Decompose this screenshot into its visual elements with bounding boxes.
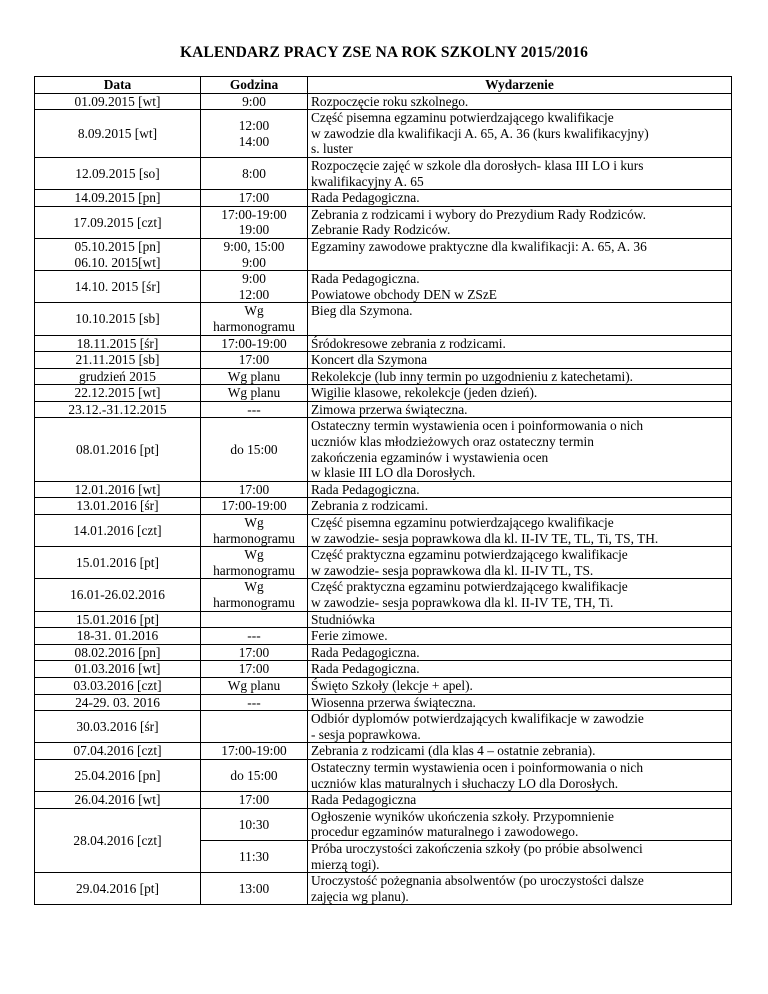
table-row bbox=[35, 792, 732, 809]
event-line: Ostateczny termin wystawienia ocen i poinformowania o nich bbox=[311, 418, 644, 434]
cell-date bbox=[35, 677, 201, 694]
table-row bbox=[35, 481, 732, 498]
time-line: 9:00 bbox=[242, 271, 266, 287]
event-line: Powiatowe obchody DEN w ZSzE bbox=[311, 286, 497, 302]
time-line: 19:00 bbox=[238, 222, 270, 238]
cell-event bbox=[308, 303, 732, 335]
event-line: Rada Pedagogiczna. bbox=[311, 644, 420, 660]
cell-event bbox=[308, 579, 732, 611]
cell-event bbox=[308, 661, 732, 678]
table-row bbox=[35, 238, 732, 270]
cell-date bbox=[35, 711, 201, 743]
table-row bbox=[35, 418, 732, 481]
time-line: 17:00 bbox=[238, 190, 270, 206]
cell-date bbox=[35, 611, 201, 628]
event-line: zakończenia egzaminów i wystawienia ocen bbox=[311, 449, 549, 465]
event-line: w zawodzie- sesja poprawkowa dla kl. II-IV TE, TH, Ti. bbox=[311, 595, 614, 610]
cell-date bbox=[35, 694, 201, 711]
cell-time bbox=[201, 385, 308, 402]
date-line: grudzień 2015 bbox=[79, 368, 156, 384]
date-line: 07.04.2016 [czt] bbox=[73, 743, 162, 759]
date-line: 05.10.2015 [pn] bbox=[74, 238, 161, 254]
event-line: mierzą togi). bbox=[311, 856, 380, 872]
cell-date bbox=[35, 579, 201, 611]
table-row bbox=[35, 628, 732, 645]
event-line: w zawodzie- sesja poprawkowa dla kl. II-IV TE, TL, Ti, TS, TH. bbox=[311, 530, 659, 546]
header-time: Godzina bbox=[201, 77, 308, 94]
event-line: Rada Pedagogiczna. bbox=[311, 661, 420, 677]
event-line: uczniów klas maturalnych i słuchaczy LO dla Dorosłych. bbox=[311, 775, 619, 791]
cell-event bbox=[308, 644, 732, 661]
event-line: w zawodzie dla kwalifikacji A. 65, A. 36 (kurs kwalifikacyjny) bbox=[311, 125, 649, 141]
cell-event bbox=[308, 628, 732, 645]
cell-date bbox=[35, 873, 201, 905]
cell-time bbox=[201, 110, 308, 158]
event-line: Część pisemna egzaminu potwierdzającego kwalifikacje bbox=[311, 515, 614, 531]
cell-event bbox=[308, 711, 732, 743]
event-line: kwalifikacyjny A. 65 bbox=[311, 173, 424, 189]
table-row bbox=[35, 368, 732, 385]
time-line: 8:00 bbox=[242, 165, 266, 181]
event-line: Koncert dla Szymona bbox=[311, 352, 428, 368]
cell-time bbox=[201, 157, 308, 189]
cell-date bbox=[35, 792, 201, 809]
date-line: 26.04.2016 [wt] bbox=[74, 792, 161, 808]
cell-date bbox=[35, 335, 201, 352]
event-line: Rozpoczęcie zajęć w szkole dla dorosłych- klasa III LO i kurs bbox=[311, 157, 644, 173]
event-line: Rekolekcje (lub inny termin po uzgodnieniu z katechetami). bbox=[311, 368, 634, 384]
date-line: 22.12.2015 [wt] bbox=[74, 385, 161, 401]
cell-date bbox=[35, 401, 201, 418]
date-line: 14.10. 2015 [śr] bbox=[74, 278, 161, 294]
cell-event bbox=[308, 271, 732, 303]
event-line: Ferie zimowe. bbox=[311, 628, 388, 644]
cell-event bbox=[308, 385, 732, 402]
event-line: zajęcia wg planu). bbox=[311, 888, 409, 904]
cell-date bbox=[35, 644, 201, 661]
time-line: 17:00-19:00 bbox=[221, 206, 287, 222]
cell-event bbox=[308, 368, 732, 385]
time-line: 9:00 bbox=[242, 93, 266, 109]
time-line: harmonogramu bbox=[213, 562, 295, 578]
time-line bbox=[204, 612, 304, 628]
cell-date bbox=[35, 759, 201, 791]
cell-time bbox=[201, 743, 308, 760]
date-line: 15.01.2016 [pt] bbox=[76, 611, 159, 627]
table-row bbox=[35, 498, 732, 515]
table-row bbox=[35, 759, 732, 791]
cell-time bbox=[201, 206, 308, 238]
table-row bbox=[35, 271, 732, 303]
time-line: Wg bbox=[244, 303, 264, 319]
event-line: Wigilie klasowe, rekolekcje (jeden dzień). bbox=[311, 385, 538, 401]
date-line: 25.04.2016 [pn] bbox=[74, 767, 161, 783]
date-line: 16.01-26.02.2016 bbox=[70, 587, 165, 603]
table-row bbox=[35, 110, 732, 158]
cell-date bbox=[35, 498, 201, 515]
cell-time bbox=[201, 873, 308, 905]
cell-event bbox=[308, 110, 732, 158]
time-line: Wg bbox=[244, 579, 264, 595]
date-line: 01.09.2015 [wt] bbox=[74, 93, 161, 109]
cell-event bbox=[308, 93, 732, 110]
cell-time bbox=[201, 352, 308, 369]
cell-time bbox=[201, 694, 308, 711]
date-line: 08.01.2016 [pt] bbox=[76, 441, 159, 457]
cell-date bbox=[35, 547, 201, 579]
time-line: 17:00 bbox=[238, 661, 270, 677]
cell-date bbox=[35, 303, 201, 335]
cell-date bbox=[35, 481, 201, 498]
cell-time bbox=[201, 628, 308, 645]
cell-time bbox=[201, 611, 308, 628]
date-line: 12.01.2016 [wt] bbox=[74, 481, 161, 497]
time-line: --- bbox=[247, 401, 261, 417]
cell-date bbox=[35, 93, 201, 110]
time-line: 17:00 bbox=[238, 481, 270, 497]
cell-time bbox=[201, 481, 308, 498]
time-line: harmonogramu bbox=[213, 530, 295, 546]
time-line: 17:00 bbox=[238, 792, 270, 808]
table-row bbox=[35, 661, 732, 678]
event-line: Studniówka bbox=[311, 611, 375, 627]
cell-time bbox=[201, 661, 308, 678]
time-line: harmonogramu bbox=[213, 595, 295, 610]
event-line: Odbiór dyplomów potwierdzających kwalifikacje w zawodzie bbox=[311, 711, 644, 727]
event-line: Zebranie Rady Rodziców. bbox=[311, 222, 451, 238]
cell-event bbox=[308, 808, 732, 840]
event-line: Część pisemna egzaminu potwierdzającego kwalifikacje bbox=[311, 110, 614, 126]
cell-time bbox=[201, 418, 308, 481]
cell-event bbox=[308, 418, 732, 481]
calendar-body bbox=[35, 93, 732, 905]
event-line: - sesja poprawkowa. bbox=[311, 726, 421, 742]
cell-event bbox=[308, 352, 732, 369]
event-line: Rozpoczęcie roku szkolnego. bbox=[311, 93, 469, 109]
table-row bbox=[35, 694, 732, 711]
event-line: Rada Pedagogiczna. bbox=[311, 190, 420, 206]
table-row bbox=[35, 157, 732, 189]
date-line: 8.09.2015 [wt] bbox=[77, 125, 158, 141]
cell-event bbox=[308, 206, 732, 238]
cell-date bbox=[35, 238, 201, 270]
cell-time bbox=[201, 303, 308, 335]
date-line: 10.10.2015 [sb] bbox=[75, 311, 160, 327]
time-line: 14:00 bbox=[238, 133, 270, 149]
time-line: 12:00 bbox=[238, 117, 270, 133]
time-line: 9:00, 15:00 bbox=[223, 238, 285, 254]
cell-time bbox=[201, 759, 308, 791]
cell-date bbox=[35, 515, 201, 547]
cell-event bbox=[308, 157, 732, 189]
cell-event bbox=[308, 190, 732, 207]
table-header-row bbox=[35, 77, 732, 94]
table-row bbox=[35, 677, 732, 694]
time-line bbox=[204, 719, 304, 735]
cell-date bbox=[35, 352, 201, 369]
time-line: 17:00 bbox=[238, 352, 270, 368]
table-row bbox=[35, 401, 732, 418]
time-line: 17:00-19:00 bbox=[221, 743, 287, 759]
cell-event bbox=[308, 792, 732, 809]
cell-time bbox=[201, 93, 308, 110]
date-line: 30.03.2016 [śr] bbox=[76, 718, 159, 734]
time-line: 13:00 bbox=[238, 880, 270, 896]
cell-time bbox=[201, 579, 308, 611]
document-title: KALENDARZ PRACY ZSE NA ROK SZKOLNY 2015/2016 bbox=[179, 44, 589, 61]
table-row bbox=[35, 611, 732, 628]
cell-time bbox=[201, 498, 308, 515]
time-line: Wg planu bbox=[227, 368, 281, 384]
time-line: Wg bbox=[244, 515, 264, 531]
event-line: procedur egzaminów maturalnego i zawodowego. bbox=[311, 824, 579, 840]
header-date: Data bbox=[35, 77, 201, 94]
cell-event bbox=[308, 840, 732, 872]
date-line: 14.09.2015 [pn] bbox=[74, 190, 161, 206]
event-line: Część praktyczna egzaminu potwierdzającego kwalifikacje bbox=[311, 547, 628, 563]
calendar-table bbox=[34, 76, 732, 905]
event-line: w zawodzie- sesja poprawkowa dla kl. II-IV TL, TS. bbox=[311, 562, 594, 578]
table-row bbox=[35, 547, 732, 579]
cell-time bbox=[201, 238, 308, 270]
table-row bbox=[35, 873, 732, 905]
event-line: s. luster bbox=[311, 141, 353, 157]
time-line: do 15:00 bbox=[230, 441, 278, 457]
time-line: --- bbox=[247, 628, 261, 644]
event-line: Święto Szkoły (lekcje + apel). bbox=[311, 677, 473, 693]
time-line: --- bbox=[247, 694, 261, 710]
event-line: Uroczystość pożegnania absolwentów (po uroczystości dalsze bbox=[311, 873, 644, 889]
event-line: Wiosenna przerwa świąteczna. bbox=[311, 694, 476, 710]
time-line: harmonogramu bbox=[213, 318, 295, 334]
cell-event bbox=[308, 515, 732, 547]
event-line: Ogłoszenie wyników ukończenia szkoły. Przypomnienie bbox=[311, 808, 614, 824]
table-row bbox=[35, 352, 732, 369]
table-row bbox=[35, 711, 732, 743]
cell-time bbox=[201, 335, 308, 352]
date-line: 06.10. 2015[wt] bbox=[74, 254, 161, 270]
cell-time bbox=[201, 401, 308, 418]
table-row bbox=[35, 190, 732, 207]
date-line: 18-31. 01.2016 bbox=[76, 628, 159, 644]
date-line: 13.01.2016 [śr] bbox=[76, 498, 159, 514]
table-row bbox=[35, 808, 732, 840]
event-line: w klasie III LO dla Dorosłych. bbox=[311, 465, 476, 481]
table-row bbox=[35, 743, 732, 760]
date-line: 23.12.-31.12.2015 bbox=[68, 401, 167, 417]
time-line: 9:00 bbox=[242, 254, 266, 270]
event-line: Zebrania z rodzicami i wybory do Prezydium Rady Rodziców. bbox=[311, 206, 646, 222]
time-line: 17:00-19:00 bbox=[221, 335, 287, 351]
date-line: 01.03.2016 [wt] bbox=[74, 661, 161, 677]
event-line: Ostateczny termin wystawienia ocen i poinformowania o nich bbox=[311, 759, 644, 775]
cell-time bbox=[201, 547, 308, 579]
time-line: do 15:00 bbox=[230, 767, 278, 783]
cell-date bbox=[35, 206, 201, 238]
table-row bbox=[35, 515, 732, 547]
cell-time bbox=[201, 368, 308, 385]
date-line: 21.11.2015 [sb] bbox=[75, 352, 160, 368]
event-line: Rada Pedagogiczna. bbox=[311, 271, 420, 287]
event-line: Zimowa przerwa świąteczna. bbox=[311, 401, 468, 417]
time-line: Wg planu bbox=[227, 385, 281, 401]
cell-event bbox=[308, 611, 732, 628]
cell-date bbox=[35, 271, 201, 303]
event-line: Egzaminy zawodowe praktyczne dla kwalifikacji: A. 65, A. 36 bbox=[311, 238, 647, 254]
date-line: 17.09.2015 [czt] bbox=[73, 214, 162, 230]
time-line: Wg bbox=[244, 547, 264, 563]
header-event: Wydarzenie bbox=[308, 77, 732, 94]
cell-time bbox=[201, 711, 308, 743]
cell-date bbox=[35, 368, 201, 385]
time-line: 17:00-19:00 bbox=[221, 498, 287, 514]
cell-time bbox=[201, 840, 308, 872]
date-line: 08.02.2016 [pn] bbox=[74, 644, 161, 660]
cell-event bbox=[308, 335, 732, 352]
cell-date bbox=[35, 628, 201, 645]
cell-date bbox=[35, 110, 201, 158]
cell-time bbox=[201, 677, 308, 694]
cell-date bbox=[35, 743, 201, 760]
cell-event bbox=[308, 873, 732, 905]
table-row bbox=[35, 206, 732, 238]
cell-date bbox=[35, 418, 201, 481]
time-line: 12:00 bbox=[238, 286, 270, 302]
cell-time bbox=[201, 644, 308, 661]
cell-time bbox=[201, 792, 308, 809]
cell-date bbox=[35, 190, 201, 207]
time-line: Wg planu bbox=[227, 677, 281, 693]
event-line: Bieg dla Szymona. bbox=[311, 303, 413, 319]
table-row bbox=[35, 385, 732, 402]
cell-event bbox=[308, 481, 732, 498]
cell-date bbox=[35, 385, 201, 402]
time-line: 17:00 bbox=[238, 644, 270, 660]
date-line: 03.03.2016 [czt] bbox=[73, 677, 162, 693]
event-line: uczniów klas młodzieżowych oraz ostateczny termin bbox=[311, 434, 594, 450]
time-line: 10:30 bbox=[238, 816, 270, 832]
time-line: 11:30 bbox=[238, 848, 269, 864]
cell-event bbox=[308, 694, 732, 711]
cell-event bbox=[308, 238, 732, 270]
date-line: 24-29. 03. 2016 bbox=[75, 694, 160, 710]
table-row bbox=[35, 579, 732, 611]
cell-event bbox=[308, 547, 732, 579]
cell-date bbox=[35, 808, 201, 872]
cell-time bbox=[201, 808, 308, 840]
cell-event bbox=[308, 498, 732, 515]
cell-event bbox=[308, 759, 732, 791]
date-line: 12.09.2015 [so] bbox=[75, 165, 160, 181]
cell-date bbox=[35, 661, 201, 678]
event-line: Rada Pedagogiczna bbox=[311, 792, 417, 808]
cell-time bbox=[201, 190, 308, 207]
event-line: Próba uroczystości zakończenia szkoły (po próbie absolwenci bbox=[311, 840, 643, 856]
event-line: Zebrania z rodzicami (dla klas 4 – ostatnie zebrania). bbox=[311, 743, 596, 759]
event-line: Zebrania z rodzicami. bbox=[311, 498, 429, 514]
event-line: Część praktyczna egzaminu potwierdzającego kwalifikacje bbox=[311, 579, 628, 595]
date-line: 28.04.2016 [czt] bbox=[73, 832, 162, 848]
cell-time bbox=[201, 271, 308, 303]
table-row bbox=[35, 335, 732, 352]
cell-event bbox=[308, 401, 732, 418]
table-row bbox=[35, 303, 732, 335]
cell-event bbox=[308, 677, 732, 694]
table-row bbox=[35, 93, 732, 110]
date-line: 18.11.2015 [śr] bbox=[76, 335, 159, 351]
cell-time bbox=[201, 515, 308, 547]
table-row bbox=[35, 644, 732, 661]
event-line: Rada Pedagogiczna. bbox=[311, 481, 420, 497]
event-line: Śródokresowe zebrania z rodzicami. bbox=[311, 335, 506, 351]
cell-date bbox=[35, 157, 201, 189]
date-line: 15.01.2016 [pt] bbox=[76, 555, 159, 571]
date-line: 29.04.2016 [pt] bbox=[76, 880, 159, 896]
date-line: 14.01.2016 [czt] bbox=[73, 522, 162, 538]
cell-event bbox=[308, 743, 732, 760]
